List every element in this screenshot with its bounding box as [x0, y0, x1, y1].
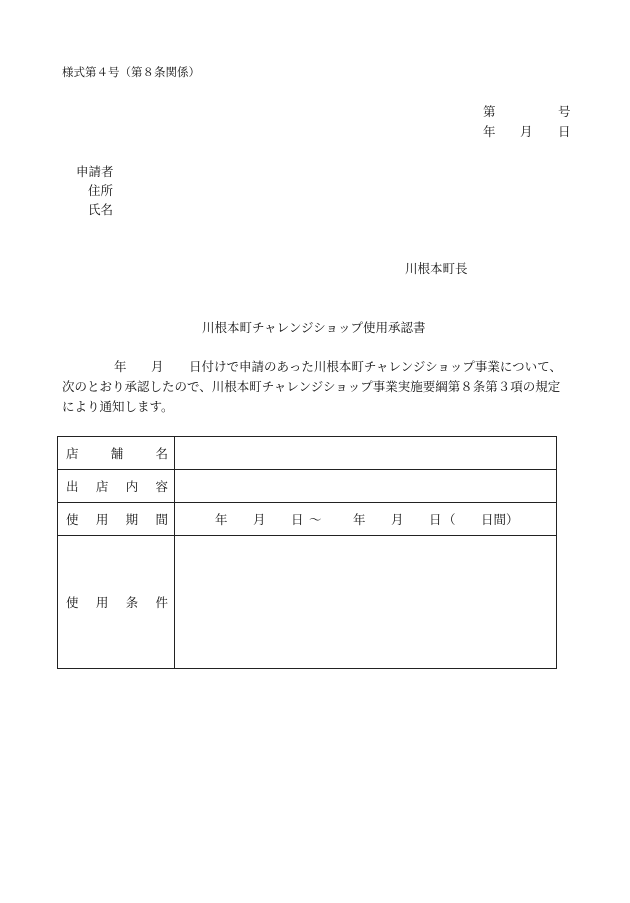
body-line3: により通知します。 — [62, 399, 174, 414]
store-content-char: 内 — [125, 479, 139, 494]
date-day: 日 — [558, 124, 571, 139]
store-content-char: 容 — [155, 479, 168, 494]
period-tilde: ～ — [309, 512, 322, 527]
period-end-month: 月 — [391, 512, 404, 527]
doc-number-suffix: 号 — [558, 104, 571, 119]
body-line2: 次のとおり承認したので、川根本町チャレンジショップ事業実施要綱第８条第３項の規定 — [62, 379, 561, 394]
body-line1: 日付けで申請のあった川根本町チャレンジショップ事業について、 — [189, 359, 562, 374]
period-start-month: 月 — [253, 512, 266, 527]
shop-name-char: 店 — [66, 446, 79, 461]
period-open-paren: （ — [443, 512, 456, 527]
applicant-address-label: 住所 — [88, 183, 114, 198]
store-content-value — [175, 470, 557, 503]
row-usage-period — [58, 503, 557, 536]
period-start-day: 日 — [291, 512, 304, 527]
doc-number-prefix: 第 — [483, 104, 496, 119]
document-title: 川根本町チャレンジショップ使用承認書 — [202, 320, 426, 335]
usage-conditions-label — [58, 536, 175, 669]
shop-name-char: 舗 — [110, 446, 124, 461]
usage-conditions-char: 使 — [66, 595, 79, 610]
usage-conditions-char: 用 — [95, 595, 109, 610]
approval-table — [57, 436, 557, 669]
usage-conditions-char: 件 — [155, 595, 168, 610]
date-year: 年 — [483, 124, 496, 139]
period-start-year: 年 — [215, 512, 228, 527]
issuer-name: 川根本町長 — [405, 261, 468, 276]
shop-name-char: 名 — [155, 446, 168, 461]
shop-name-value — [175, 437, 557, 470]
usage-period-label — [58, 503, 175, 536]
usage-period-char: 期 — [125, 512, 139, 527]
applicant-name-label: 氏名 — [88, 202, 114, 217]
usage-conditions-char: 条 — [125, 595, 139, 610]
form-number: 様式第４号（第８条関係） — [62, 65, 200, 79]
store-content-label — [58, 470, 175, 503]
store-content-char: 店 — [95, 479, 109, 494]
usage-period-value — [175, 503, 557, 536]
date-month: 月 — [520, 124, 533, 139]
shop-name-label — [58, 437, 175, 470]
usage-period-char: 用 — [95, 512, 109, 527]
row-usage-conditions — [58, 536, 557, 669]
period-days: 日間） — [481, 512, 519, 527]
usage-period-char: 間 — [155, 512, 168, 527]
body-year: 年 — [114, 359, 127, 374]
body-month: 月 — [151, 359, 164, 374]
row-shop-name — [58, 437, 557, 470]
period-end-day: 日 — [429, 512, 442, 527]
row-store-content — [58, 470, 557, 503]
period-end-year: 年 — [353, 512, 366, 527]
usage-conditions-value — [175, 536, 557, 669]
applicant-heading: 申請者 — [76, 164, 114, 179]
store-content-char: 出 — [66, 479, 79, 494]
usage-period-char: 使 — [66, 512, 79, 527]
